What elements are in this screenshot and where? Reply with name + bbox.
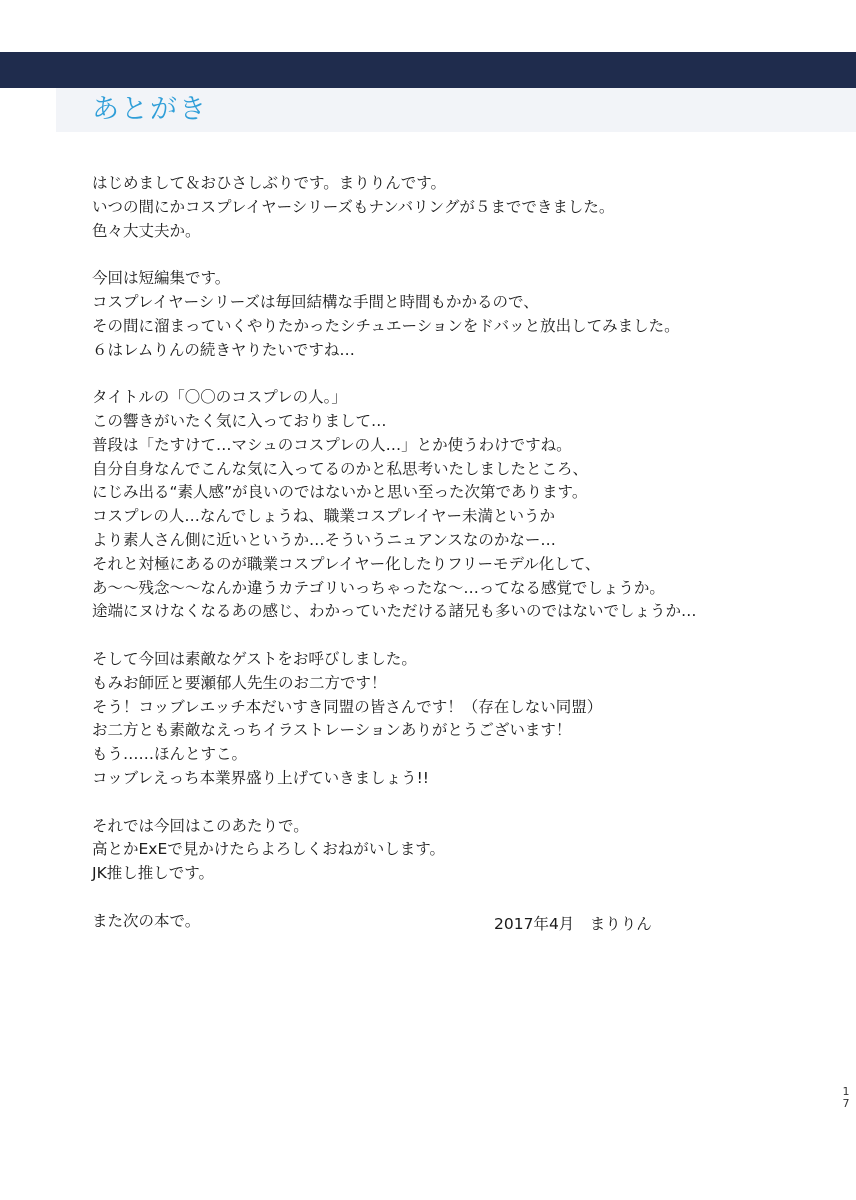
text-line: コスプレイヤーシリーズは毎回結構な手間と時間もかかるので、 xyxy=(92,292,539,311)
text-line: コスプレの人…なんでしょうね、職業コスプレイヤー未満というか xyxy=(92,507,555,526)
paragraph-gap xyxy=(92,886,792,910)
text-line: 今回は短編集です。 xyxy=(92,269,231,288)
text-line: そう！コッブレエッチ本だいすき同盟の皆さんです！（存在しない同盟） xyxy=(92,697,603,716)
text-line: はじめまして＆おひさしぶりです。まりりんです。 xyxy=(92,174,447,192)
text-line: 高とかExEで見かけたらよろしくおねがいします。 xyxy=(92,840,446,859)
text-line: もう……ほんとすこ。 xyxy=(92,745,248,764)
page-title: あとがき xyxy=(92,94,208,125)
text-line: それでは今回はこのあたりで。 xyxy=(92,816,309,835)
text-line: もみお師匠と要瀬郁人先生のお二方です！ xyxy=(92,673,387,692)
paragraph-gap xyxy=(92,791,792,815)
text-line: 途端にヌけなくなるあの感じ、わかっていただける諸兄も多いのではないでしょうか… xyxy=(92,602,697,621)
signature: 2017年4月 まりりん xyxy=(494,915,652,933)
paragraph-gap xyxy=(92,243,792,267)
text-line: この響きがいたく気に入っておりまして… xyxy=(92,411,387,430)
page-number: 17 xyxy=(842,1085,850,1110)
text-line: お二方とも素敵なえっちイラストレーションありがとうございます！ xyxy=(92,721,572,740)
text-line: いつの間にかコスプレイヤーシリーズもナンバリングが５までできました。 xyxy=(92,197,615,216)
text-line: にじみ出る“素人感”が良いのではないかと思い至った次第であります。 xyxy=(92,483,588,502)
text-line: ６はレムりんの続きヤりたいですね… xyxy=(92,340,355,359)
text-line: また次の本で。 xyxy=(92,911,201,930)
header-bar xyxy=(0,52,856,88)
text-line: その間に溜まっていくやりたかったシチュエーションをドバッと放出してみました。 xyxy=(92,316,680,335)
afterword-body xyxy=(92,172,792,934)
text-line: JK推し推しです。 xyxy=(92,864,214,883)
paragraph-gap xyxy=(92,624,792,648)
paragraph-gap xyxy=(92,362,792,386)
text-line: そして今回は素敵なゲストをお呼びしました。 xyxy=(92,649,417,668)
text-line: それと対極にあるのが職業コスプレイヤー化したりフリーモデル化して、 xyxy=(92,554,601,573)
text-line: あ〜〜残念〜〜なんか違うカテゴリいっちゃったな〜…ってなる感覚でしょうか。 xyxy=(92,578,665,597)
text-line: コッブレえっち本業界盛り上げていきましょう!! xyxy=(92,768,429,787)
text-line: 普段は「たすけて…マシュのコスプレの人…」とか使うわけですね。 xyxy=(92,435,572,454)
text-line: 自分自身なんでこんな気に入ってるのかと私思考いたしましたところ、 xyxy=(92,459,589,478)
text-line: 色々大丈夫か。 xyxy=(92,221,201,240)
text-line: より素人さん側に近いというか…そういうニュアンスなのかなー… xyxy=(92,530,556,549)
text-line: タイトルの「〇〇のコスプレの人。」 xyxy=(92,388,347,407)
